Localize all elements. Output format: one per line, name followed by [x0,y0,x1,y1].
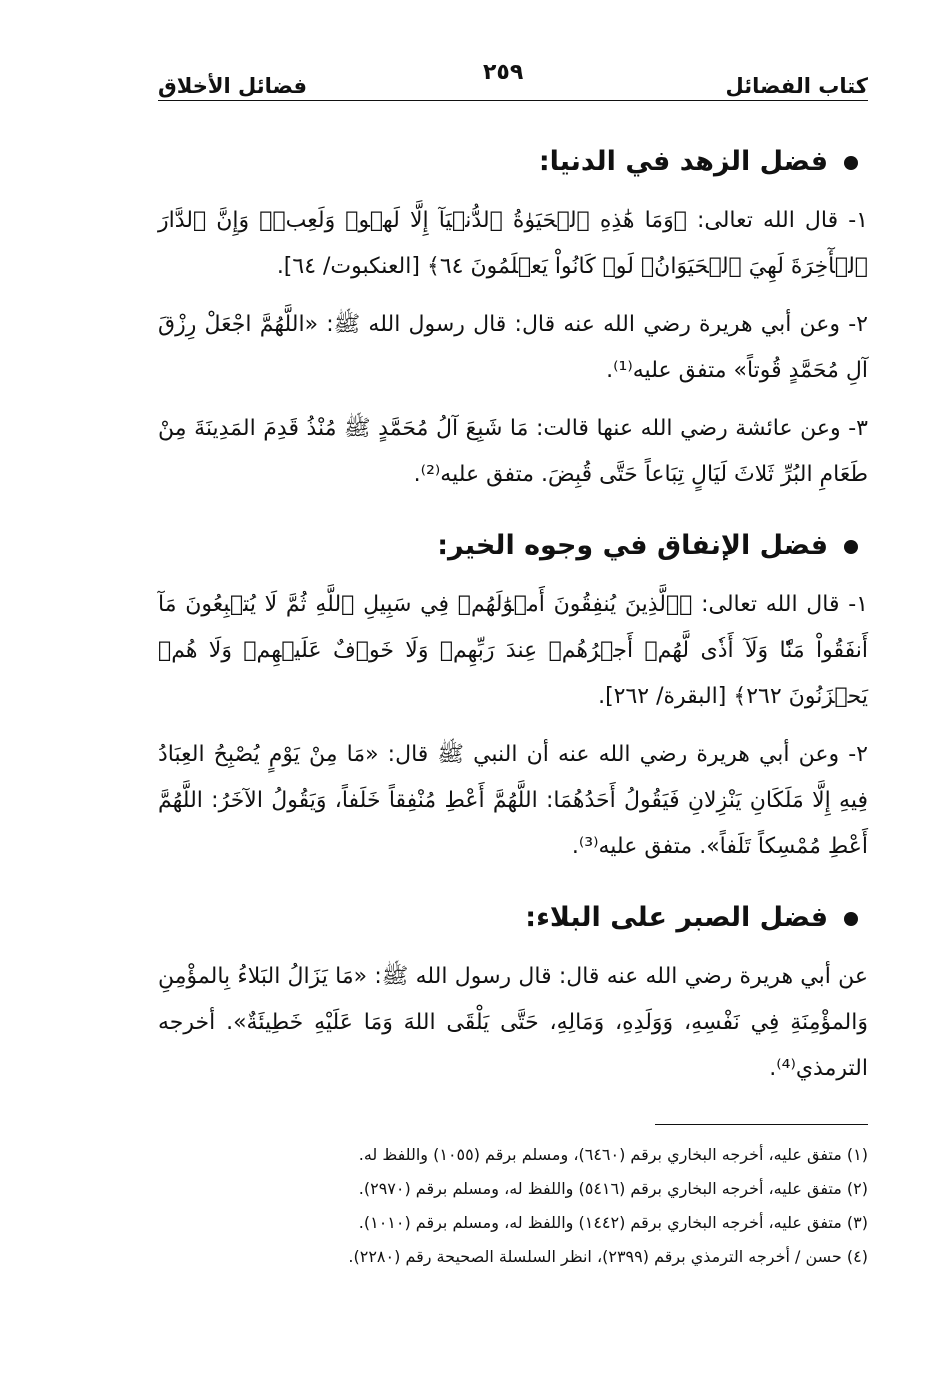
footnote-rule [655,1124,868,1125]
page-body [158,140,868,1104]
paragraph: عن أبي هريرة رضي الله عنه قال: قال رسول الله ﷺ: «مَا يَزَالُ البَلاءُ بِالمؤْمِنِ وَالمؤْمِنَةِ فِي نَفْسِهِ، وَوَلَدِهِ، وَمَالِهِ، حَتَّى يَلْقَى اللهَ وَمَا عَلَيْهِ خَطِيئَةٌ». أخرجه الترمذي⁽⁴⁾. [158,964,868,1081]
section-title-text: فضل الصبر على البلاء: [525,902,828,933]
section-title-asceticism [158,140,868,184]
paragraph: ٢- وعن أبي هريرة رضي الله عنه أن النبي ﷺ قال: «مَا مِنْ يَوْمٍ يُصْبِحُ العِبَادُ فِيهِ إِلَّا مَلَكَانِ يَنْزِلانِ فَيَقُولُ أَحَدُهُمَا: اللَّهُمَّ أَعْطِ مُنْفِقاً خَلَفاً، وَيَقُولُ الآخَرُ: اللَّهُمَّ أَعْطِ مُمْسِكاً تَلَفاً». متفق عليه⁽³⁾. [158,742,868,859]
chapter-title: فضائل الأخلاق [158,74,307,98]
page-number: ٢٥٩ [483,60,524,85]
footnote: (١) متفق عليه، أخرجه البخاري برقم (٦٤٦٠)، ومسلم برقم (١٠٥٥) واللفظ له. [358,1145,868,1164]
footnote: (٢) متفق عليه، أخرجه البخاري برقم (٥٤١٦) واللفظ له، ومسلم برقم (٢٩٧٠). [358,1179,868,1198]
footnote: (٣) متفق عليه، أخرجه البخاري برقم (١٤٤٢) واللفظ له، ومسلم برقم (١٠١٠). [358,1213,868,1232]
bullet-icon [844,156,858,170]
book-title: كتاب الفضائل [725,74,868,98]
paragraph: ٢- وعن أبي هريرة رضي الله عنه قال: قال رسول الله ﷺ: «اللَّهُمَّ اجْعَلْ رِزْقَ آلِ مُحَمَّدٍ قُوتاً» متفق عليه⁽¹⁾. [158,312,868,383]
footnote: (٤) حسن / أخرجه الترمذي برقم (٢٣٩٩)، انظر السلسلة الصحيحة رقم (٢٢٨٠). [348,1247,868,1266]
page-header [158,60,868,104]
bullet-icon [844,912,858,926]
section-title-text: فضل الإنفاق في وجوه الخير: [437,530,828,561]
footnotes [158,1138,868,1274]
section-title-spending [158,524,868,568]
section-title-patience [158,896,868,940]
section-title-text: فضل الزهد في الدنيا: [538,146,828,177]
bullet-icon [844,540,858,554]
header-rule [158,100,868,101]
paragraph: ٣- وعن عائشة رضي الله عنها قالت: مَا شَبِعَ آلُ مُحَمَّدٍ ﷺ مُنْذُ قَدِمَ المَدِينَةَ مِنْ طَعَامِ البُرِّ ثَلاثَ لَيَالٍ تِبَاعاً حَتَّى قُبِضَ. متفق عليه⁽²⁾. [158,416,868,487]
paragraph: ١- قال الله تعالى: ﴿ٱلَّذِينَ يُنفِقُونَ أَمۡوَٰلَهُمۡ فِي سَبِيلِ ٱللَّهِ ثُمَّ لَا يُتۡبِعُونَ مَآ أَنفَقُواْ مَنّٗا وَلَآ أَذٗى لَّهُمۡ أَجۡرُهُمۡ عِندَ رَبِّهِمۡ وَلَا خَوۡفٌ عَلَيۡهِمۡ وَلَا هُمۡ يَحۡزَنُونَ ٢٦٢﴾ [البقرة/ ٢٦٢]. [158,592,868,709]
paragraph: ١- قال الله تعالى: ﴿وَمَا هَٰذِهِ ٱلۡحَيَوٰةُ ٱلدُّنۡيَآ إِلَّا لَهۡوٞ وَلَعِبٞۚ وَإِنَّ ٱلدَّارَ ٱلۡأٓخِرَةَ لَهِيَ ٱلۡحَيَوَانُۚ لَوۡ كَانُواْ يَعۡلَمُونَ ٦٤﴾ [العنكبوت/ ٦٤]. [158,208,868,279]
